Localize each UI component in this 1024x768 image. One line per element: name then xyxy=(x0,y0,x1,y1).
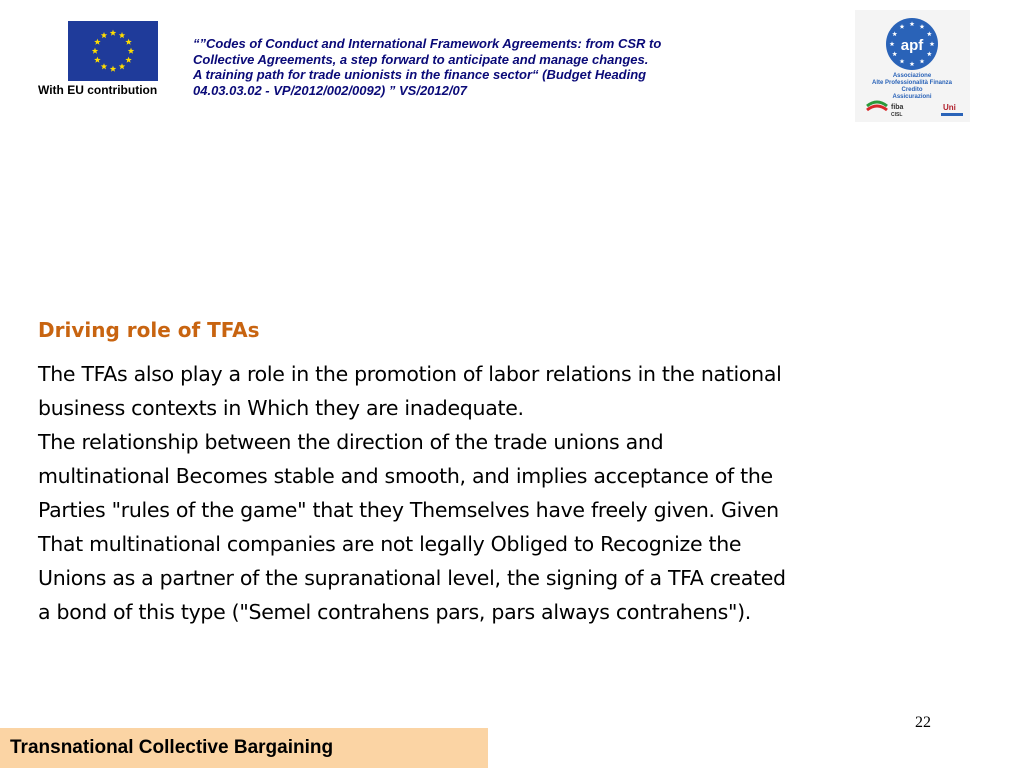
eu-contribution-caption: With EU contribution xyxy=(38,83,158,97)
section-title: Driving role of TFAs xyxy=(38,318,260,342)
cisl-logo-text: CISL xyxy=(891,112,903,118)
apf-logo xyxy=(855,10,970,122)
uni-logo-text: Uni xyxy=(943,103,956,112)
apf-logo-line: Assicurazioni xyxy=(892,94,932,100)
body-text-line: Parties "rules of the game" that they Themselves have freely given. Given xyxy=(38,498,779,522)
footer-label: Transnational Collective Bargaining xyxy=(10,737,334,758)
body-text-line: The TFAs also play a role in the promotion of labor relations in the national xyxy=(38,362,782,386)
body-text-line: multinational Becomes stable and smooth, and implies acceptance of the xyxy=(38,464,773,488)
project-header-line: 04.03.03.02 - VP/2012/002/0092) ” VS/2012/07 xyxy=(193,82,467,98)
apf-logo-name: apf xyxy=(900,37,924,54)
project-header xyxy=(193,36,793,98)
body-text-line: The relationship between the direction of the trade unions and xyxy=(38,430,664,454)
body-text-line: Unions as a partner of the supranational level, the signing of a TFA created xyxy=(38,566,786,590)
body-text xyxy=(38,357,998,629)
apf-logo-line: Credito xyxy=(901,87,923,93)
footer-bar xyxy=(0,728,488,768)
project-header-line: “”Codes of Conduct and International Framework Agreements: from CSR to xyxy=(193,36,662,51)
body-text-line: That multinational companies are not legally Obliged to Recognize the xyxy=(38,532,742,556)
apf-logo-line: Associazione xyxy=(892,73,932,79)
project-header-line: A training path for trade unionists in the finance sector“ (Budget Heading xyxy=(193,67,647,82)
project-header-line: Collective Agreements, a step forward to anticipate and manage changes. xyxy=(193,51,649,67)
apf-logo-line: Alte Professionalità Finanza xyxy=(871,80,953,86)
fiba-logo-text: fiba xyxy=(891,104,904,111)
body-text-line: a bond of this type ("Semel contrahens pars, pars always contrahens"). xyxy=(38,600,752,624)
body-text-line: business contexts in Which they are inadequate. xyxy=(38,396,524,420)
page-number: 22 xyxy=(915,714,931,731)
eu-flag-logo xyxy=(68,21,158,81)
